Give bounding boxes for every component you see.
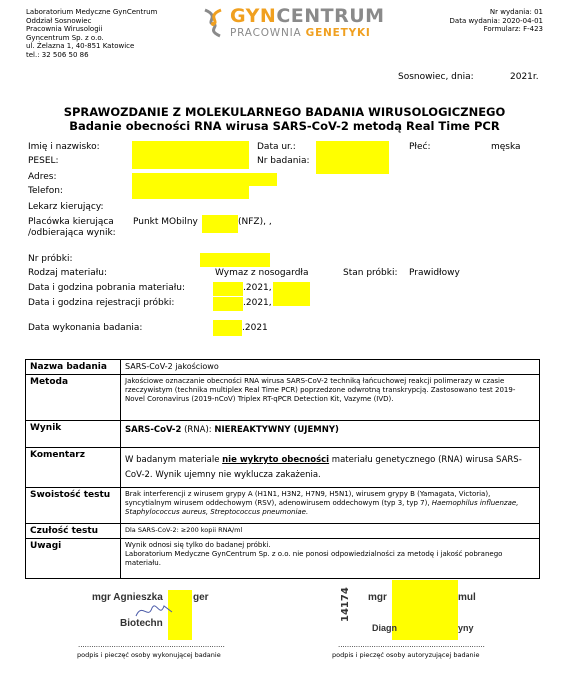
study-number-label: Nr badania: [257,156,310,166]
right-signature-caption: podpis i pieczęć osoby autoryzującej badanie [332,651,480,659]
table-row [26,421,540,448]
right-signer-name: mgr [368,592,387,603]
redacted-collection-day [213,282,243,296]
specificity-label: Swoistość testu [26,488,121,524]
logo-name-centrum: CENTRUM [276,5,385,27]
result-prefix: SARS-CoV-2 [125,425,182,435]
results-table [25,359,540,579]
lab-line: Laboratorium Medyczne GynCentrum [26,8,158,16]
redacted-facility [202,215,238,233]
lab-line: ul. Żelazna 1, 40-851 Katowice [26,42,135,51]
table-row [26,448,540,488]
left-signer-name-end: ger [193,592,209,603]
doc-info-line: Formularz: F-423 [483,25,543,34]
redacted-pesel [132,155,249,169]
redacted-registration-day [213,297,243,311]
sample-state-label: Stan próbki: [343,268,398,278]
collection-date-label: Data i godzina pobrania materiału: [28,283,186,293]
result-cell [121,421,540,448]
dna-icon [200,8,226,38]
redacted-test-day [213,320,242,336]
study-name-value: SARS-CoV-2 jakościowo [121,360,540,375]
redacted-phone [132,186,249,199]
notes-line: Laboratorium Medyczne GynCentrum Sp. z o.o. nie ponosi odpowiedzialności za metodę i jakość pobranego materiału. [125,550,503,567]
redacted-study-number [316,155,389,174]
right-signer-title-end: yny [458,623,474,633]
logo-sub-genetyki: GENETYKI [305,27,371,39]
lab-address-block [26,8,157,60]
table-row [26,360,540,375]
doc-info-line: Data wydania: 2020-04-01 [449,16,543,25]
redacted-name [132,141,249,155]
result-label: Wynik [26,421,121,448]
sample-number-label: Nr próbki: [28,254,73,264]
address-label: Adres: [28,172,57,182]
right-signer-title: Diagn [372,623,398,633]
facility-label-line2: /odbierająca wynik: [28,228,116,238]
notes-line: Wynik odnosi się tylko do badanej próbki. [125,541,271,549]
test-date-label: Data wykonania badania: [28,323,143,333]
left-signature-line: .................................................................. [78,641,225,649]
notes-cell [121,539,540,579]
table-row [26,539,540,579]
table-row [26,375,540,421]
redacted-sample-number [200,253,270,267]
material-label: Rodzaj materiału: [28,268,108,278]
registration-date-label: Data i godzina rejestracji próbki: [28,298,175,308]
notes-label: Uwagi [26,539,121,579]
redacted-birth-date [316,141,389,155]
specificity-cell [121,488,540,524]
lab-line: tel.: 32 506 50 86 [26,50,89,59]
logo-name-gyn: GYN [230,5,277,27]
lab-line: Oddział Sosnowiec [26,16,92,25]
specificity-value: Brak interferencji z wirusem grypy A (H1N1, H3N2, H7N9, H5N1), wirusem grypy B (Yamagata, Victoria), syncytialnym wirusem oddechowym (RSV), adenowirusem oddechowym (typ 3, typ 7), [125,490,491,507]
material-value: Wymaz z nosogardła [215,268,309,278]
report-subtitle: Badanie obecności RNA wirusa SARS-CoV-2 metodą Real Time PCR [69,119,500,133]
name-label: Imię i nazwisko: [28,142,100,152]
lab-line: Pracownia Wirusologii [26,25,103,34]
left-signer-title: Biotechn [120,618,163,629]
sensitivity-label: Czułość testu [26,524,121,539]
lab-line: Gyncentrum Sp. z o.o. [26,33,104,42]
redacted-right-name [392,580,458,640]
registration-date-value: .2021, [243,298,272,308]
pesel-label: PESEL: [28,156,59,166]
report-title: SPRAWOZDANIE Z MOLEKULARNEGO BADANIA WIRUSOLOGICZNEGO [63,105,506,119]
document-info [450,8,543,34]
right-signature-line: .................................................................. [338,641,485,649]
referring-doctor-label: Lekarz kierujący: [28,202,104,212]
collection-date-value: .2021, [243,283,272,293]
phone-label: Telefon: [28,186,63,196]
method-label: Metoda [26,375,121,421]
comment-part2: materiału genetycznego (RNA) wirusa SARS-CoV-2. Wynik ujemny nie wyklucza zakażenia. [125,455,522,480]
comment-label: Komentarz [26,448,121,488]
sex-label: Płeć: [409,142,431,152]
method-value: Jakościowe oznaczanie obecności RNA wirusa SARS-CoV-2 techniką łańcuchowej reakcji polimerazy w czasie rzeczywistym (technika multiplex Real Time PCR) poprzedzone odwrotną transkrypcją. Zastosowano test 2019-Novel Coronavirus (2019-nCoV) Triplex RT-qPCR Detection Kit, Vazyme (IVD). [121,375,540,421]
comment-part1: W badanym materiale [125,455,223,465]
facility-value-suffix: (NFZ), , [238,217,272,227]
birth-date-label: Data ur.: [257,142,296,152]
doc-info-line: Nr wydania: 01 [489,8,543,16]
left-signature-caption: podpis i pieczęć osoby wykonującej badanie [77,651,221,659]
facility-value: Punkt MObilny [133,217,198,227]
place-date-year: 2021r. [510,72,539,82]
redacted-collection-time [273,282,310,306]
table-row [26,488,540,524]
stamp-number: 14174 [340,587,351,622]
logo-sub-pracownia: PRACOWNIA [230,27,306,39]
left-signature-scribble [134,600,174,622]
facility-label-line1: Placówka kierująca [28,217,114,227]
sample-state-value: Prawidłowy [409,268,460,278]
right-signer-name-end: mul [458,592,476,603]
sex-value: męska [491,142,521,152]
redacted-address [132,173,277,186]
test-date-value: .2021 [242,323,268,333]
result-value: NIEREAKTYWNY (UJEMNY) [214,425,339,435]
comment-cell [121,448,540,488]
table-row [26,524,540,539]
sensitivity-value: Dla SARS-CoV-2: ≥200 kopii RNA/ml [121,524,540,539]
specificity-organisms: Haemophilus influenzae, Staphylococcus aureus, Streptococcus pneumoniae. [125,499,519,516]
comment-emphasis: nie wykryto obecności [222,455,330,465]
study-name-label: Nazwa badania [26,360,121,375]
left-signer-name: mgr Agnieszka [92,592,163,603]
result-middle: (RNA): [181,425,215,435]
place-date-label: Sosnowiec, dnia: [398,72,474,82]
